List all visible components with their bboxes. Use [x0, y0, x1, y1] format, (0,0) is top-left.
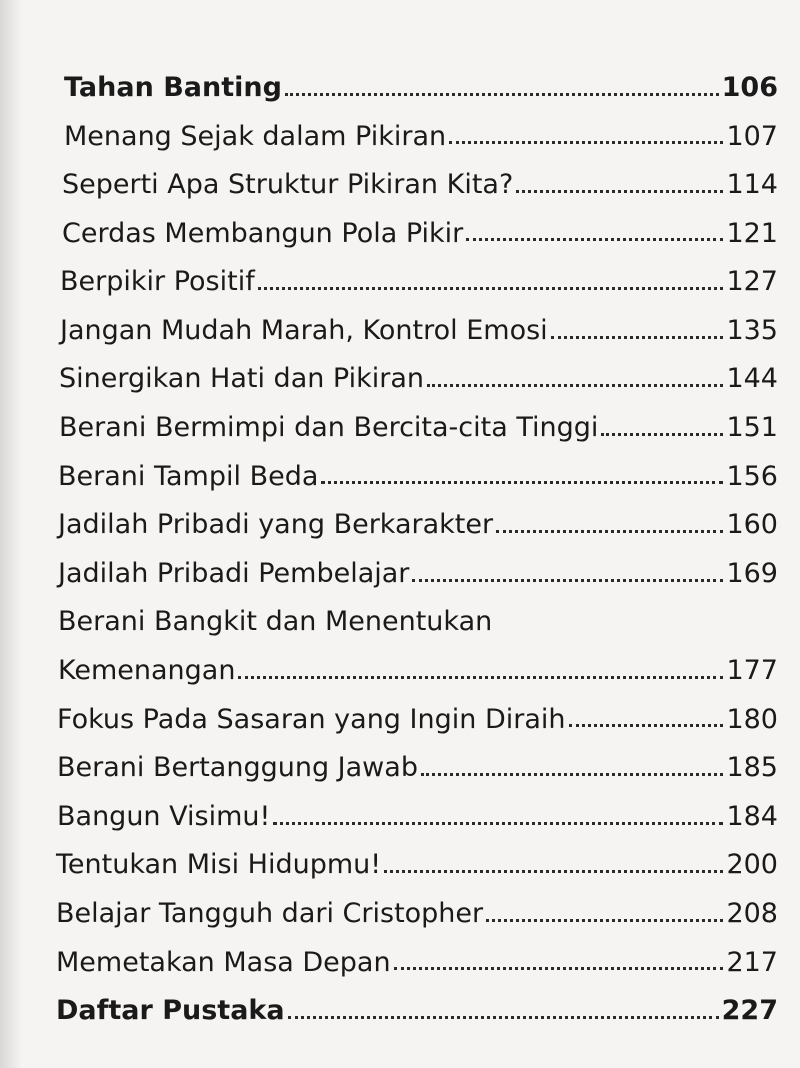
toc-leader-dots: [321, 481, 723, 484]
toc-entry-page: 200: [726, 849, 778, 881]
toc-entry: [56, 734, 778, 783]
toc-entry-title: Daftar Pustaka: [56, 995, 285, 1027]
toc-entry-title: Kemenangan: [58, 655, 236, 687]
toc-entry-page: 127: [726, 266, 778, 298]
toc-entry-page: 169: [726, 557, 778, 589]
toc-entry: [56, 929, 778, 978]
toc-entry: [56, 977, 778, 1026]
toc-entry: [56, 200, 778, 249]
toc-leader-dots: [412, 579, 723, 582]
toc-entry-page: 208: [726, 898, 778, 929]
toc-entry-page: 180: [726, 703, 778, 735]
toc-entry: [56, 589, 778, 638]
toc-entry-page: 156: [726, 460, 778, 492]
toc-entry: [56, 783, 778, 832]
toc-entry-page: 184: [726, 800, 778, 832]
toc-leader-dots: [273, 822, 723, 825]
toc-entry-page: 114: [726, 169, 778, 201]
page-gutter-shadow: [0, 0, 22, 1068]
toc-entry-title: Tentukan Misi Hidupmu!: [56, 849, 382, 881]
toc-entry-page: 106: [721, 71, 778, 103]
toc-entry-title: Belajar Tangguh dari Cristopher: [56, 898, 484, 929]
toc-entry-title: Berani Bangkit dan Menentukan: [58, 606, 493, 638]
toc-entry-title: Berani Bertanggung Jawab: [57, 752, 418, 784]
toc-entry-title: Berani Bermimpi dan Bercita-cita Tinggi: [59, 412, 599, 444]
toc-leader-dots: [516, 190, 723, 193]
toc-entry: [56, 686, 778, 735]
toc-entry-page: 107: [726, 120, 778, 152]
toc-leader-dots: [421, 773, 723, 776]
toc-entry: [56, 637, 778, 686]
toc-leader-dots: [285, 93, 719, 96]
toc-entry-title: Berpikir Positif: [60, 266, 255, 298]
toc-leader-dots: [551, 336, 724, 339]
toc-entry: [56, 103, 778, 152]
toc-leader-dots: [449, 141, 723, 144]
toc-leader-dots: [427, 384, 723, 387]
toc-entry-title: Jadilah Pribadi Pembelajar: [58, 557, 410, 589]
toc-entry-title: Jadilah Pribadi yang Berkarakter: [58, 509, 494, 541]
toc-leader-dots: [601, 433, 723, 436]
toc-entry-page: 151: [726, 412, 778, 444]
toc-entry-page: 121: [726, 217, 778, 249]
toc-leader-dots: [394, 967, 724, 970]
toc-leader-dots: [466, 238, 723, 241]
toc-entry-title: Memetakan Masa Depan: [56, 946, 391, 978]
toc-entry-page: 177: [726, 655, 778, 687]
toc-entry: [56, 491, 778, 540]
toc-entry-title: Bangun Visimu!: [57, 800, 271, 832]
toc-entry: [56, 443, 778, 492]
toc-entry-title: Menang Sejak dalam Pikiran: [64, 120, 447, 152]
toc-leader-dots: [238, 676, 723, 679]
toc-leader-dots: [496, 530, 723, 533]
toc-entry-page: 217: [726, 946, 778, 978]
toc-entry: [56, 151, 778, 200]
toc-entry-title: Fokus Pada Sasaran yang Ingin Diraih: [57, 703, 566, 735]
toc-entry: [56, 248, 778, 297]
toc-entry-title: Cerdas Membangun Pola Pikir: [62, 217, 464, 249]
toc-entry-title: Berani Tampil Beda: [58, 460, 319, 492]
toc-leader-dots: [258, 287, 724, 290]
toc-entry-title: Jangan Mudah Marah, Kontrol Emosi: [60, 314, 548, 346]
toc-entry-title: Sinergikan Hati dan Pikiran: [59, 363, 425, 395]
table-of-contents: [56, 54, 778, 1026]
toc-entry: [56, 394, 778, 443]
toc-entry: [56, 540, 778, 589]
toc-leader-dots: [288, 1016, 719, 1019]
toc-entry: [56, 54, 778, 103]
toc-entry-page: 227: [721, 995, 778, 1027]
toc-entry-title: Seperti Apa Struktur Pikiran Kita?: [62, 169, 514, 201]
toc-entry-page: 144: [726, 363, 778, 395]
toc-entry-page: 135: [726, 314, 778, 346]
toc-entry-page: 185: [726, 752, 778, 784]
toc-entry-title: Tahan Banting: [64, 71, 282, 103]
toc-leader-dots: [384, 870, 723, 873]
toc-leader-dots: [486, 919, 723, 922]
toc-entry: [56, 346, 778, 395]
toc-entry: [56, 880, 778, 929]
toc-leader-dots: [569, 724, 724, 727]
toc-entry: [56, 297, 778, 346]
toc-entry-page: 160: [726, 509, 778, 541]
toc-entry: [56, 832, 778, 881]
